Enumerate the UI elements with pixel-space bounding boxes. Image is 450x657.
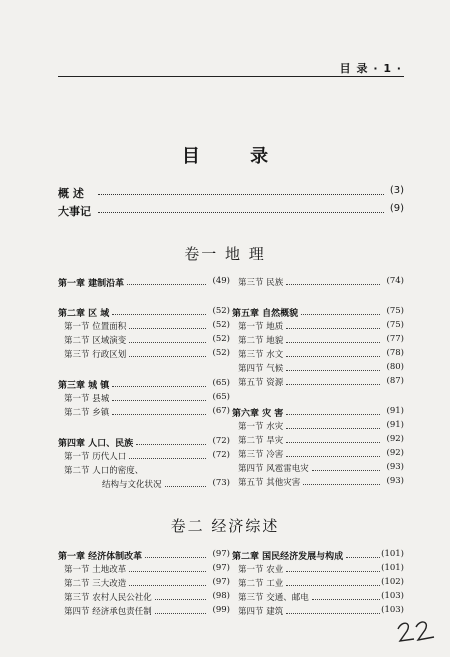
toc-label: 第三节 水文 <box>238 350 284 360</box>
toc-page: (52) <box>212 320 230 330</box>
toc-page: (101) <box>381 563 404 573</box>
toc-page: (97) <box>212 563 230 573</box>
toc-label: 第三章 城 镇 <box>58 381 110 391</box>
toc-section <box>58 591 230 604</box>
toc-page: (80) <box>386 362 404 372</box>
toc-page: (3) <box>389 185 404 196</box>
toc-page: (78) <box>386 348 404 358</box>
toc-page: (92) <box>386 448 404 458</box>
volume-1-title: 卷一 地 理 <box>184 245 266 263</box>
toc-section <box>58 577 230 590</box>
dot-leader <box>286 342 380 343</box>
toc-section <box>232 563 404 576</box>
toc-section <box>58 334 230 347</box>
toc-label: 第四章 人口、民族 <box>58 439 134 449</box>
toc-label: 大事记 <box>58 205 91 218</box>
toc-label: 第一节 农业 <box>238 565 284 575</box>
toc-page: (93) <box>386 462 404 472</box>
toc-label: 概 述 <box>58 187 84 200</box>
toc-label: 第一节 水灾 <box>238 422 284 432</box>
running-head: 目 录 · 1 · <box>339 62 402 75</box>
toc-section <box>58 563 230 576</box>
dot-leader <box>312 470 380 471</box>
toc-section <box>58 464 230 477</box>
toc-entry-overview <box>58 185 404 199</box>
toc-page: (97) <box>212 577 230 587</box>
dot-leader <box>155 599 206 600</box>
dot-leader <box>112 314 206 315</box>
toc-page: (77) <box>386 334 404 344</box>
toc-page: (103) <box>381 605 404 615</box>
dot-leader <box>312 599 380 600</box>
dot-leader <box>286 456 380 457</box>
dot-leader <box>286 328 380 329</box>
toc-chapter <box>232 406 404 419</box>
toc-chapter <box>58 306 230 319</box>
toc-entry-chronicle <box>58 203 404 217</box>
toc-section <box>232 605 404 618</box>
toc-page: (65) <box>212 378 230 388</box>
toc-page: (75) <box>386 306 404 316</box>
toc-page: (74) <box>386 276 404 286</box>
toc-chapter <box>232 549 404 562</box>
toc-page: (103) <box>381 591 404 601</box>
toc-label: 第二章 区 域 <box>58 309 110 319</box>
dot-leader <box>129 585 206 586</box>
toc-section <box>232 591 404 604</box>
toc-page: (99) <box>212 605 230 615</box>
toc-section <box>232 362 404 375</box>
toc-page: (9) <box>389 203 404 214</box>
toc-label: 第四节 气候 <box>238 364 284 374</box>
toc-chapter <box>58 378 230 391</box>
dot-leader <box>286 571 380 572</box>
header-rule <box>58 76 404 77</box>
toc-chapter <box>58 549 230 562</box>
dot-leader <box>286 613 380 614</box>
toc-section <box>58 392 230 405</box>
toc-label: 第三节 行政区划 <box>64 350 127 360</box>
dot-leader <box>286 414 380 415</box>
dot-leader <box>286 284 380 285</box>
dot-leader <box>155 613 206 614</box>
dot-leader <box>346 557 380 558</box>
toc-page: (49) <box>212 276 230 286</box>
toc-page: (52) <box>212 306 230 316</box>
toc-label: 第一节 位置面积 <box>64 322 127 332</box>
toc-section <box>232 320 404 333</box>
dot-leader <box>129 342 206 343</box>
dot-leader <box>112 414 206 415</box>
toc-section <box>58 605 230 618</box>
toc-label: 第二章 国民经济发展与构成 <box>232 552 344 562</box>
toc-page: (93) <box>386 476 404 486</box>
handwritten-annotation <box>394 617 440 645</box>
toc-section <box>232 434 404 447</box>
page-title: 目 录 <box>181 146 291 167</box>
toc-label: 第二节 区域演变 <box>64 336 127 346</box>
toc-label: 第四节 风雹雷电灾 <box>238 464 309 474</box>
toc-section <box>232 334 404 347</box>
dot-leader <box>129 356 206 357</box>
dot-leader <box>286 356 380 357</box>
volume-2-title: 卷二 经济综述 <box>170 517 280 535</box>
toc-section <box>58 450 230 463</box>
toc-label: 第三节 民族 <box>238 278 284 288</box>
dot-leader <box>129 458 206 459</box>
toc-label: 第二节 乡镇 <box>64 408 110 418</box>
toc-page: (52) <box>212 334 230 344</box>
dot-leader <box>98 212 384 213</box>
toc-page: (91) <box>386 406 404 416</box>
toc-label: 第三节 农村人民公社化 <box>64 593 152 603</box>
toc-label: 第五节 其他灾害 <box>238 478 301 488</box>
toc-section <box>232 462 404 475</box>
toc-page: (102) <box>381 577 404 587</box>
toc-section <box>232 348 404 361</box>
toc-page: (65) <box>212 392 230 402</box>
dot-leader <box>301 314 380 315</box>
dot-leader <box>112 386 206 387</box>
toc-chapter <box>232 306 404 319</box>
toc-label: 第一节 土地改革 <box>64 565 127 575</box>
toc-label: 第四节 经济承包责任制 <box>64 607 152 617</box>
toc-label: 第二节 地貌 <box>238 336 284 346</box>
toc-section <box>232 476 404 489</box>
dot-leader <box>303 484 380 485</box>
toc-page: (97) <box>212 549 230 559</box>
dot-leader <box>286 442 380 443</box>
toc-section <box>232 276 404 289</box>
toc-section <box>58 348 230 361</box>
dot-leader <box>165 486 206 487</box>
toc-section <box>58 478 230 491</box>
toc-page: (52) <box>212 348 230 358</box>
dot-leader <box>98 194 384 195</box>
dot-leader <box>129 571 206 572</box>
toc-label: 第一节 县城 <box>64 394 110 404</box>
toc-page: (73) <box>212 478 230 488</box>
toc-page: (75) <box>386 320 404 330</box>
toc-chapter <box>58 436 230 449</box>
toc-section <box>232 577 404 590</box>
toc-label: 第四节 建筑 <box>238 607 284 617</box>
toc-section <box>232 376 404 389</box>
dot-leader <box>136 444 206 445</box>
toc-page: (92) <box>386 434 404 444</box>
toc-page: (101) <box>381 549 404 559</box>
toc-label: 第二节 三大改造 <box>64 579 127 589</box>
toc-label: 第五章 自然概貌 <box>232 309 299 319</box>
toc-label: 第六章 灾 害 <box>232 409 284 419</box>
dot-leader <box>127 284 206 285</box>
dot-leader <box>145 557 206 558</box>
toc-label: 第一节 历代人口 <box>64 452 127 462</box>
toc-page: (91) <box>386 420 404 430</box>
toc-label: 第二节 工业 <box>238 579 284 589</box>
dot-leader <box>286 370 380 371</box>
toc-chapter <box>58 276 230 289</box>
toc-page: (72) <box>212 436 230 446</box>
toc-label: 结构与文化状况 <box>102 480 162 490</box>
toc-section <box>58 406 230 419</box>
toc-section <box>58 320 230 333</box>
toc-label: 第二节 旱灾 <box>238 436 284 446</box>
toc-label: 第一节 地质 <box>238 322 284 332</box>
toc-label: 第三节 交通、邮电 <box>238 593 309 603</box>
dot-leader <box>112 400 206 401</box>
toc-label: 第五节 资源 <box>238 378 284 388</box>
dot-leader <box>286 428 380 429</box>
toc-label: 第一章 建制沿革 <box>58 279 125 289</box>
dot-leader <box>286 384 380 385</box>
toc-label: 第一章 经济体制改革 <box>58 552 143 562</box>
toc-page: (87) <box>386 376 404 386</box>
toc-section <box>232 448 404 461</box>
toc-label: 第三节 冷害 <box>238 450 284 460</box>
toc-label: 第二节 人口的密度、 <box>64 466 144 476</box>
toc-section <box>232 420 404 433</box>
toc-page: (67) <box>212 406 230 416</box>
toc-page: (72) <box>212 450 230 460</box>
toc-page: (98) <box>212 591 230 601</box>
dot-leader <box>129 328 206 329</box>
dot-leader <box>286 585 380 586</box>
